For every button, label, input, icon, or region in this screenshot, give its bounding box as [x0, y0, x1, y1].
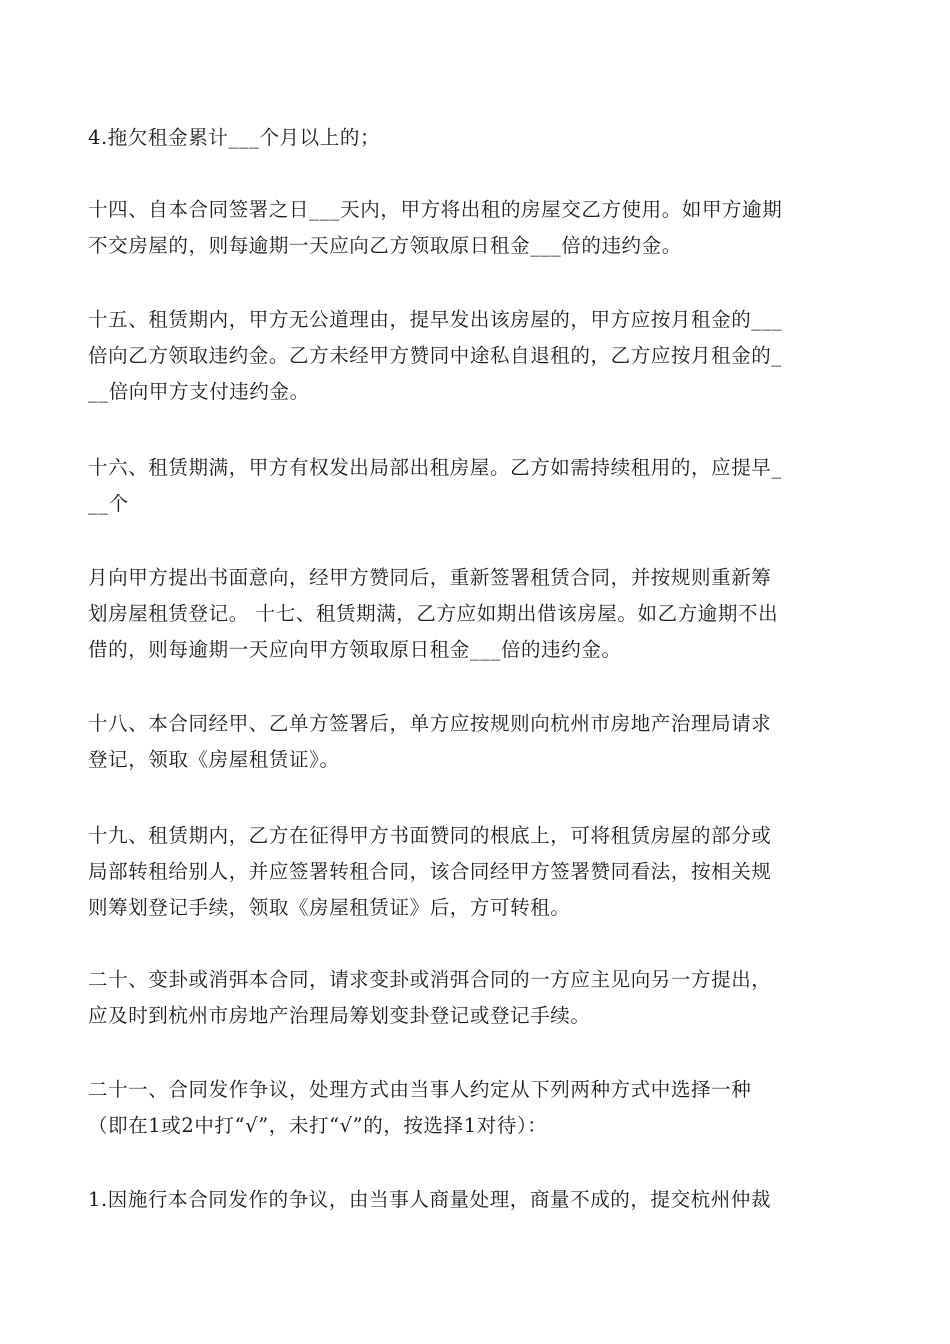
text-line: （即在1或2中打“√”，未打“√”的，按选择1对待）：: [88, 1114, 548, 1137]
text-line: 则筹划登记手续，领取《房屋租赁证》后，方可转租。: [88, 896, 571, 919]
text-line: 应及时到杭州市房地产治理局筹划变卦登记或登记手续。: [88, 1004, 591, 1027]
clause-arrears-item-4: [88, 120, 866, 156]
text-line: 十八、本合同经甲、乙单方签署后，单方应按规则向杭州市房地产治理局请求: [88, 712, 772, 735]
text-line: 1.因施行本合同发作的争议，由当事人商量处理，商量不成的，提交杭州仲裁: [88, 1188, 772, 1211]
text-line: 4.拖欠租金累计___个月以上的；: [88, 126, 381, 149]
clause-15: [88, 302, 866, 410]
document-page: [88, 0, 866, 1344]
text-line: __个: [88, 492, 129, 515]
text-line: 十五、租赁期内，甲方无公道理由，提早发出该房屋的，甲方应按月租金的___: [88, 308, 783, 331]
text-line: 十九、租赁期内，乙方在征得甲方书面赞同的根底上，可将租赁房屋的部分或: [88, 824, 772, 847]
text-line: 登记，领取《房屋租赁证》。: [88, 748, 340, 771]
text-line: 局部转租给别人，并应签署转租合同，该合同经甲方签署赞同看法，按相关规: [88, 860, 772, 883]
text-line: 十六、租赁期满，甲方有权发出局部出租房屋。乙方如需持续租用的，应提早_: [88, 456, 782, 479]
text-line: 划房屋租赁登记。 十七、租赁期满，乙方应如期出借该房屋。如乙方逾期不出: [88, 602, 779, 625]
text-line: 借的，则每逾期一天应向甲方领取原日租金___倍的违约金。: [88, 638, 622, 661]
clause-16: [88, 450, 866, 522]
clause-18: [88, 706, 866, 778]
text-line: __倍向甲方支付违约金。: [88, 380, 310, 403]
clause-21-option-1: [88, 1182, 866, 1218]
text-line: 二十一、合同发作争议，处理方式由当事人约定从下列两种方式中选择一种: [88, 1078, 752, 1101]
text-line: 倍向乙方领取违约金。乙方未经甲方赞同中途私自退租的，乙方应按月租金的_: [88, 344, 782, 367]
clause-19: [88, 818, 866, 926]
text-line: 月向甲方提出书面意向，经甲方赞同后，重新签署租赁合同，并按规则重新筹: [88, 566, 772, 589]
clause-14: [88, 192, 866, 264]
clause-20: [88, 962, 866, 1034]
clause-16-17-continued: [88, 560, 866, 668]
text-line: 十四、自本合同签署之日___天内，甲方将出租的房屋交乙方使用。如甲方逾期: [88, 198, 783, 221]
text-line: 二十、变卦或消弭本合同，请求变卦或消弭合同的一方应主见向另一方提出，: [88, 968, 772, 991]
text-line: 不交房屋的，则每逾期一天应向乙方领取原日租金___倍的违约金。: [88, 234, 682, 257]
clause-21: [88, 1072, 866, 1144]
